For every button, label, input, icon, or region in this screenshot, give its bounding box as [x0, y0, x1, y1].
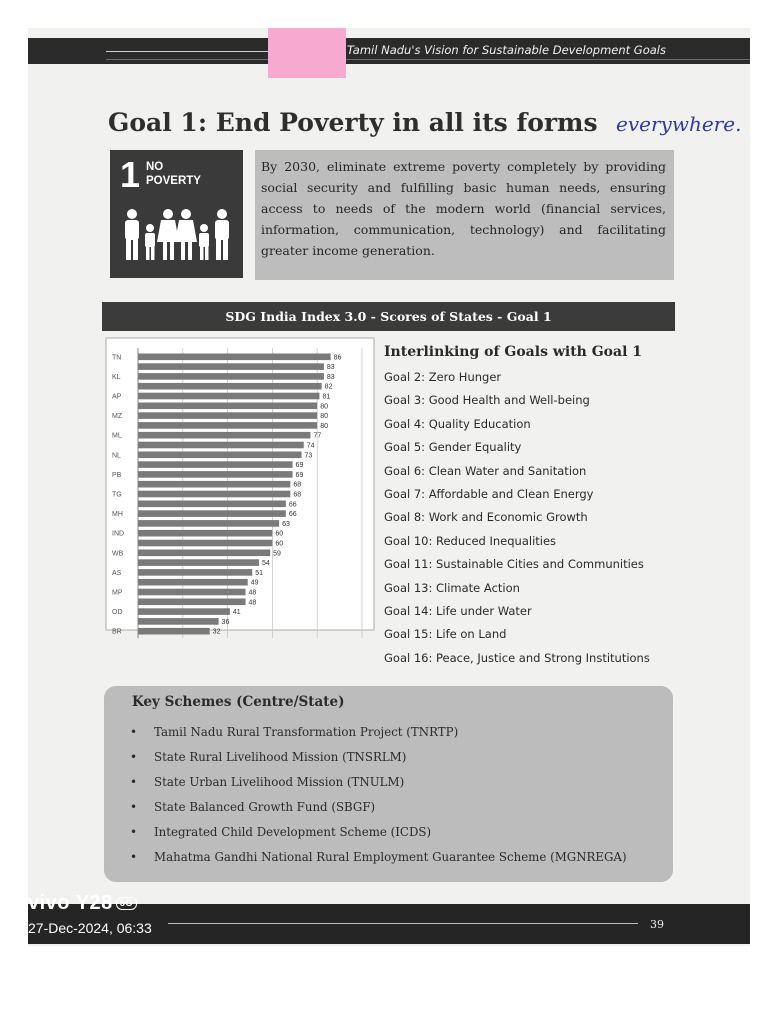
- interlinking-item: Goal 6: Clean Water and Sanitation: [384, 463, 587, 478]
- chart-bar: [138, 412, 317, 419]
- scheme-item-label: Integrated Child Development Scheme (ICDS): [154, 825, 432, 839]
- chart-bar: [138, 628, 210, 635]
- bullet-icon: •: [130, 750, 138, 764]
- sdg-goal-tile: [110, 150, 243, 278]
- bar-value-label: 83: [326, 364, 335, 372]
- bullet-icon: •: [130, 725, 138, 739]
- bar-value-label: 73: [304, 452, 313, 460]
- sdg-tile-label-line1: NO: [146, 161, 164, 173]
- interlinking-item: Goal 10: Reduced Inequalities: [384, 533, 557, 548]
- category-label: WB: [112, 550, 124, 558]
- bar-value-label: 60: [275, 540, 284, 548]
- scheme-item-label: State Rural Livelihood Mission (TNSRLM): [154, 750, 407, 764]
- key-schemes-list: [130, 720, 627, 870]
- chart-bar: [138, 589, 246, 596]
- scheme-item-label: State Balanced Growth Fund (SBGF): [154, 800, 376, 814]
- bullet-icon: •: [130, 800, 138, 814]
- chart-bar: [138, 579, 248, 586]
- camera-model: vivo Y28: [28, 892, 113, 914]
- network-badge: 5G: [116, 897, 137, 910]
- interlinking-item: Goal 7: Affordable and Clean Energy: [384, 486, 594, 501]
- chart-bar: [138, 432, 310, 439]
- page-number: 39: [650, 918, 664, 931]
- scheme-item: [130, 795, 627, 820]
- category-label: MZ: [112, 413, 123, 421]
- chart-bar: [138, 461, 293, 468]
- bar-value-label: 51: [255, 569, 264, 577]
- interlinking-item: Goal 11: Sustainable Cities and Communities: [384, 557, 644, 572]
- category-label: TN: [112, 354, 122, 362]
- scheme-item: [130, 820, 627, 845]
- scheme-item-label: Tamil Nadu Rural Transformation Project (TNRTP): [154, 725, 459, 739]
- chart-section-title: SDG India Index 3.0 - Scores of States - Goal 1: [102, 302, 675, 331]
- chart-bar: [138, 471, 293, 478]
- bar-value-label: 48: [248, 599, 257, 607]
- camera-watermark-date: 27-Dec-2024, 06:33: [28, 920, 152, 936]
- chart-bar: [138, 501, 286, 508]
- chart-bar: [138, 559, 259, 566]
- bar-value-label: 86: [333, 354, 342, 362]
- state-scores-bar-chart: [106, 338, 374, 636]
- category-label: ML: [112, 432, 122, 440]
- bar-value-label: 80: [320, 413, 328, 421]
- chart-bar: [138, 520, 279, 527]
- sdg-tile-label: [146, 160, 226, 188]
- goal-description: By 2030, eliminate extreme poverty completely by providing social security and fulfilling basic human needs, ensuring access to needs of the modern world (financial services, information, communication, technology) and facilitating greater income generation.: [255, 150, 674, 280]
- bar-value-label: 32: [212, 628, 221, 636]
- chart-bar: [138, 403, 317, 410]
- header-bar: [28, 38, 750, 64]
- book-page: [28, 28, 750, 946]
- interlinking-item: Goal 4: Quality Education: [384, 416, 531, 431]
- chart-bar: [138, 599, 246, 606]
- interlinking-item: Goal 14: Life under Water: [384, 603, 532, 618]
- interlinking-item: Goal 15: Life on Land: [384, 627, 507, 642]
- header-rule-lower: [106, 59, 750, 60]
- chart-bar: [138, 393, 319, 400]
- bar-value-label: 81: [322, 393, 331, 401]
- bar-value-label: 60: [275, 530, 284, 538]
- category-label: OD: [112, 609, 123, 617]
- category-label: MP: [112, 589, 123, 597]
- chart-bar: [138, 510, 286, 517]
- bar-value-label: 59: [273, 550, 281, 558]
- category-label: KL: [112, 373, 121, 381]
- category-label: TG: [112, 491, 122, 499]
- interlinking-item: Goal 3: Good Health and Well-being: [384, 393, 590, 408]
- bullet-icon: •: [130, 775, 138, 789]
- bullet-icon: •: [130, 825, 138, 839]
- chart-bar: [138, 618, 219, 625]
- bar-value-label: 63: [282, 520, 290, 528]
- scheme-item-label: Mahatma Gandhi National Rural Employment Guarantee Scheme (MGNREGA): [154, 850, 627, 864]
- interlinking-list: [384, 366, 650, 670]
- bar-value-label: 69: [295, 471, 304, 479]
- bar-value-label: 66: [288, 511, 297, 519]
- category-label: BR: [112, 628, 122, 636]
- header-title: Tamil Nadu's Vision for Sustainable Development Goals: [346, 43, 666, 57]
- bar-value-label: 82: [324, 383, 333, 391]
- category-label: AP: [112, 393, 122, 401]
- interlinking-item: Goal 5: Gender Equality: [384, 440, 522, 455]
- goal-title: Goal 1: End Poverty in all its forms: [108, 108, 598, 137]
- bar-value-label: 49: [250, 579, 259, 587]
- chart-bar: [138, 550, 270, 557]
- scheme-item: [130, 720, 627, 745]
- bar-value-label: 48: [248, 589, 257, 597]
- bar-value-label: 80: [320, 422, 328, 430]
- chart-bar: [138, 383, 322, 390]
- sdg-tile-number: 1: [120, 154, 141, 195]
- family-icon: [120, 208, 234, 262]
- bar-value-label: 68: [293, 491, 302, 499]
- scheme-item: [130, 745, 627, 770]
- chart-bar: [138, 569, 252, 576]
- chart-bar: [138, 540, 272, 547]
- chart-bar: [138, 608, 230, 615]
- bar-value-label: 36: [221, 618, 230, 626]
- chart-bar: [138, 442, 304, 449]
- camera-watermark-device: [28, 892, 137, 915]
- chart-bar: [138, 452, 302, 459]
- bar-value-label: 69: [295, 462, 304, 470]
- chart-bar: [138, 530, 272, 537]
- chart-bar: [138, 491, 290, 498]
- category-label: MH: [112, 511, 123, 519]
- bar-value-label: 68: [293, 481, 302, 489]
- chart-bar: [138, 354, 331, 361]
- chart-bar: [138, 481, 290, 488]
- scheme-item: [130, 845, 627, 870]
- category-label: IND: [112, 530, 125, 538]
- bar-value-label: 83: [326, 373, 335, 381]
- key-schemes-title: Key Schemes (Centre/State): [132, 694, 345, 710]
- sdg-tile-label-line2: POVERTY: [146, 175, 201, 187]
- interlinking-item: Goal 8: Work and Economic Growth: [384, 510, 588, 525]
- chart-bar: [138, 373, 324, 380]
- interlinking-item: Goal 13: Climate Action: [384, 580, 520, 595]
- sticky-note: [268, 28, 346, 78]
- chart-bar: [138, 363, 324, 370]
- bar-value-label: 80: [320, 403, 328, 411]
- interlinking-item: Goal 16: Peace, Justice and Strong Institutions: [384, 650, 650, 665]
- bar-value-label: 54: [261, 560, 270, 568]
- bar-value-label: 41: [232, 609, 241, 617]
- interlinking-item: Goal 2: Zero Hunger: [384, 370, 502, 384]
- scheme-item: [130, 770, 627, 795]
- bar-value-label: 66: [288, 501, 297, 509]
- category-label: PB: [112, 471, 122, 479]
- bullet-icon: •: [130, 850, 138, 864]
- category-label: AS: [112, 569, 122, 577]
- handwritten-note: everywhere.: [616, 112, 742, 136]
- scheme-item-label: State Urban Livelihood Mission (TNULM): [154, 775, 405, 789]
- key-schemes-box: [104, 686, 673, 882]
- chart-bar: [138, 422, 317, 429]
- footer-rule: [168, 923, 638, 924]
- interlinking-title: Interlinking of Goals with Goal 1: [384, 344, 643, 360]
- bar-value-label: 77: [313, 432, 322, 440]
- bar-value-label: 74: [306, 442, 315, 450]
- category-label: NL: [112, 452, 121, 460]
